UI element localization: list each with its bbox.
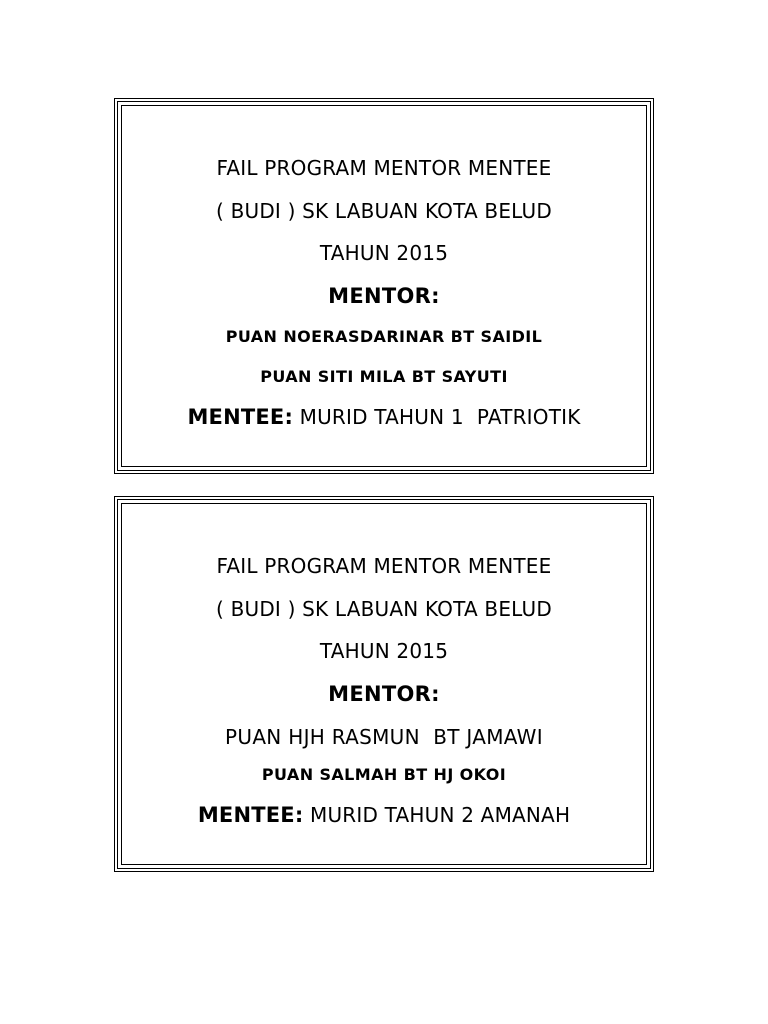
school-name: ( BUDI ) SK LABUAN KOTA BELUD (216, 597, 552, 621)
mentee-value: MURID TAHUN 2 AMANAH (303, 803, 571, 827)
year-line: TAHUN 2015 (319, 241, 449, 265)
school-name: ( BUDI ) SK LABUAN KOTA BELUD (216, 199, 552, 223)
file-label-2 (114, 496, 654, 872)
year-line: TAHUN 2015 (319, 639, 449, 663)
file-label-1 (114, 98, 654, 474)
mentee-line (122, 407, 646, 428)
mentee-key: MENTEE: (187, 405, 294, 429)
program-title: FAIL PROGRAM MENTOR MENTEE (216, 156, 552, 180)
mentor-heading: MENTOR: (328, 682, 440, 706)
mentor-name-2: PUAN SALMAH BT HJ OKOI (261, 765, 507, 784)
file-label-inner-border (121, 105, 647, 467)
program-title: FAIL PROGRAM MENTOR MENTEE (216, 554, 552, 578)
mentee-line (122, 805, 646, 826)
mentor-name-1: PUAN NOERASDARINAR BT SAIDIL (225, 327, 543, 346)
mentor-heading: MENTOR: (328, 284, 440, 308)
file-label-inner-border (121, 503, 647, 865)
mentee-value: MURID TAHUN 1 PATRIOTIK (293, 405, 581, 429)
mentee-key: MENTEE: (197, 803, 304, 827)
mentor-name-1: PUAN HJH RASMUN BT JAMAWI (225, 725, 543, 749)
mentor-name-2: PUAN SITI MILA BT SAYUTI (260, 367, 508, 386)
